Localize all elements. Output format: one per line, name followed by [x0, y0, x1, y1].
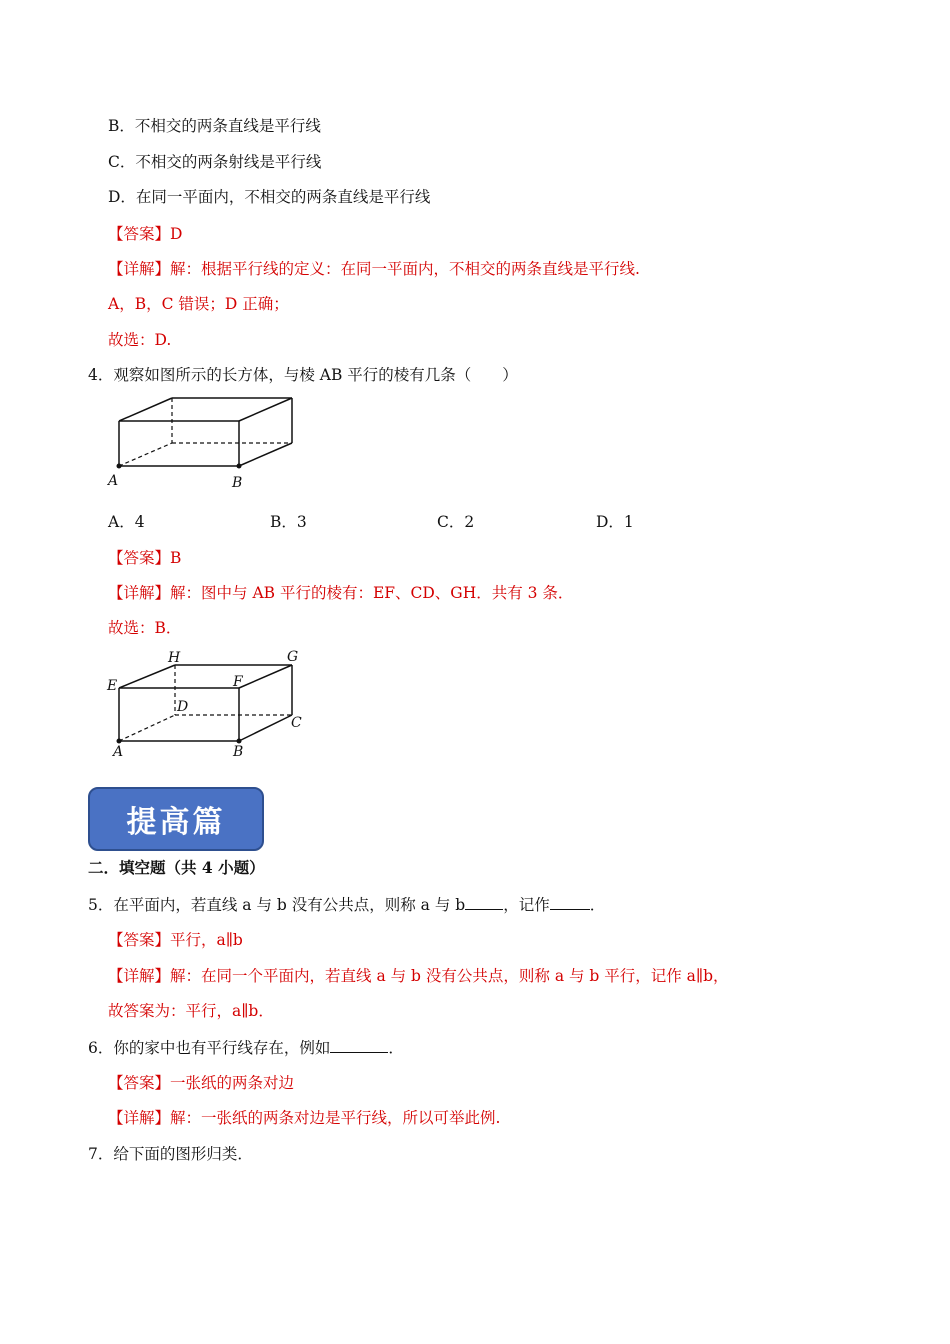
label-b: B [232, 475, 243, 491]
detail-line-2: A，B，C 错误；D 正确； [108, 295, 289, 313]
conclusion-line: 故答案为：平行，a∥b． [108, 1002, 274, 1020]
detail-line [108, 1108, 500, 1128]
answer-blank-2[interactable] [550, 894, 590, 910]
option-b: B．3 [270, 513, 307, 531]
detail-line [108, 259, 640, 279]
answer-tag: 【答案】 [108, 225, 171, 243]
q5-text-b: ，记作 [503, 896, 550, 914]
question-6-stem [88, 1037, 404, 1058]
label-d: D [177, 699, 189, 715]
detail-text: 解：在同一个平面内，若直线 a 与 b 没有公共点，则称 a 与 b 平行，记作 a∥b， [170, 967, 729, 985]
answer-blank[interactable] [330, 1037, 388, 1053]
cuboid-figure-2 [100, 645, 310, 760]
label-e: E [107, 678, 118, 694]
label-h: H [168, 650, 181, 666]
answer-tag: 【答案】 [108, 931, 171, 949]
cuboid-figure-1 [100, 392, 300, 492]
q5-text-a: 5．在平面内，若直线 a 与 b 没有公共点，则称 a 与 b [88, 896, 466, 914]
q6-text-a: 6．你的家中也有平行线存在，例如 [88, 1039, 331, 1057]
question-4-stem: 4．观察如图所示的长方体，与棱 AB 平行的棱有几条（ ） [88, 366, 518, 384]
option-d: D．1 [596, 513, 634, 531]
detail-line [108, 966, 729, 986]
answer-tag: 【答案】 [108, 549, 171, 567]
detail-text: 解：一张纸的两条对边是平行线，所以可举此例. [170, 1109, 501, 1127]
label-a: A [108, 473, 119, 489]
label-b: B [233, 744, 244, 760]
answer-line [108, 224, 182, 244]
label-g: G [287, 649, 299, 665]
badge-label: 提高篇 [126, 805, 226, 840]
label-a: A [113, 744, 124, 760]
answer-value: D [170, 225, 183, 243]
option-d: D．在同一平面内，不相交的两条直线是平行线 [108, 188, 431, 206]
detail-tag: 【详解】 [108, 260, 171, 278]
detail-line [108, 583, 573, 603]
question-5-stem [88, 894, 605, 915]
detail-tag: 【详解】 [108, 1109, 171, 1127]
section-title: 二．填空题（共 4 小题） [88, 858, 265, 877]
question-7-stem: 7．给下面的图形归类． [88, 1145, 253, 1163]
section-badge [88, 787, 264, 851]
detail-tag: 【详解】 [108, 967, 171, 985]
answer-value: B [170, 549, 182, 567]
answer-value: 一张纸的两条对边 [170, 1074, 295, 1092]
q5-text-c: ． [589, 896, 606, 914]
answer-tag: 【答案】 [108, 1074, 171, 1092]
label-f: F [233, 674, 243, 690]
option-b: B．不相交的两条直线是平行线 [108, 117, 321, 135]
label-c: C [291, 715, 302, 731]
answer-value: 平行，a∥b [170, 931, 243, 949]
conclusion-line: 故选：D. [108, 331, 172, 349]
option-a: A．4 [108, 513, 145, 531]
answer-line [108, 548, 181, 568]
detail-tag: 【详解】 [108, 584, 171, 602]
option-c: C．2 [437, 513, 475, 531]
answer-line [108, 930, 243, 950]
answer-line [108, 1073, 294, 1093]
detail-text: 解：根据平行线的定义：在同一平面内，不相交的两条直线是平行线. [170, 260, 640, 278]
conclusion-line: 故选：B． [108, 619, 182, 637]
answer-blank-1[interactable] [465, 894, 503, 910]
q6-text-b: ． [388, 1039, 404, 1057]
option-c: C．不相交的两条射线是平行线 [108, 153, 322, 171]
detail-text: 解：图中与 AB 平行的棱有：EF、CD、GH．共有 3 条． [170, 584, 574, 602]
